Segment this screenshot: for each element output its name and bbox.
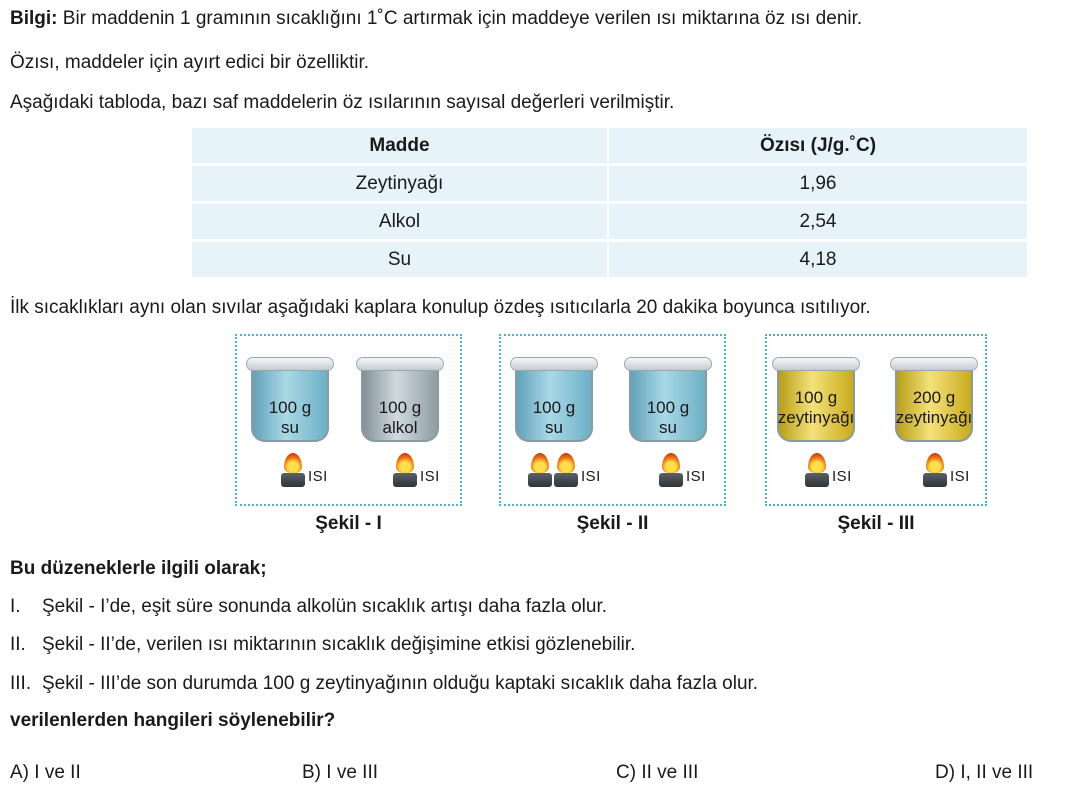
beaker-water-100g: [251, 356, 329, 442]
statement-item: [10, 673, 758, 695]
statement-item: [10, 596, 607, 618]
answer-option-d[interactable]: D) I, II ve III: [935, 762, 1034, 783]
beaker-oil-200g: [895, 356, 973, 442]
figure-1-label: Şekil - I: [315, 513, 382, 534]
figure-2-label: Şekil - II: [576, 513, 649, 534]
heat-label: ISI: [832, 468, 852, 485]
info-line-2: Özısı, maddeler için ayırt edici bir özelliktir.: [10, 52, 370, 73]
statement-number: II.: [10, 634, 26, 655]
table-cell-value: 2,54: [609, 204, 1027, 239]
table-row: [192, 242, 1027, 277]
statement-text: Şekil - III’de son durumda 100 g zeytinyağının olduğu kaptaki sıcaklık daha fazla olur.: [42, 673, 759, 694]
beaker-water-100g: [629, 356, 707, 442]
question-ask: verilenlerden hangileri söylenebilir?: [10, 710, 336, 731]
beaker-mass-label: 100 g: [794, 388, 838, 407]
statement-item: [10, 634, 635, 656]
beaker-substance-label: alkol: [382, 418, 418, 437]
figure-2-frame: [499, 334, 726, 506]
burner-icon: [527, 453, 553, 489]
burner-icon: [392, 453, 418, 489]
burner-icon: [922, 453, 948, 489]
table-row: [192, 166, 1027, 201]
statement-text: Şekil - I’de, eşit süre sonunda alkolün sıcaklık artışı daha fazla olur.: [42, 596, 608, 617]
statement-number: I.: [10, 596, 21, 617]
beaker-alcohol-100g: [361, 356, 439, 442]
answer-option-b[interactable]: B) I ve III: [302, 762, 379, 783]
heat-label: ISI: [950, 468, 970, 485]
burner-icon: [280, 453, 306, 489]
info-bold-label: Bilgi:: [10, 8, 58, 29]
table-row: [192, 204, 1027, 239]
intro-text: İlk sıcaklıkları aynı olan sıvılar aşağıdaki kaplara konulup özdeş ısıtıcılarla 20 dakika boyunca ısıtılıyor.: [10, 297, 871, 318]
beaker-substance-label: zeytinyağı: [895, 408, 973, 427]
beaker-substance-label: su: [545, 418, 563, 437]
answer-option-c[interactable]: C) II ve III: [616, 762, 699, 783]
figure-1-frame: [235, 334, 462, 506]
beaker-mass-label: 100 g: [646, 398, 690, 417]
info-line-1: [10, 8, 862, 30]
beaker-substance-label: su: [281, 418, 299, 437]
heat-label: ISI: [420, 468, 440, 485]
burner-icon: [658, 453, 684, 489]
table-header-specific-heat: Özısı (J/g.˚C): [609, 128, 1027, 163]
beaker-substance-label: zeytinyağı: [777, 408, 855, 427]
figure-3-frame: [765, 334, 987, 506]
table-header-row: [192, 128, 1027, 163]
heat-label: ISI: [686, 468, 706, 485]
specific-heat-table: [190, 125, 1029, 280]
question-lead: Bu düzeneklerle ilgili olarak;: [10, 558, 267, 579]
table-header-substance: Madde: [192, 128, 607, 163]
answer-option-a[interactable]: A) I ve II: [10, 762, 81, 783]
info-line-3: Aşağıdaki tabloda, bazı saf maddelerin öz ısılarının sayısal değerleri verilmiştir.: [10, 92, 675, 113]
beaker-substance-label: su: [659, 418, 677, 437]
statement-number: III.: [10, 673, 32, 694]
figure-3-label: Şekil - III: [837, 513, 915, 534]
table-cell-value: 1,96: [609, 166, 1027, 201]
heat-label: ISI: [581, 468, 601, 485]
beaker-mass-label: 200 g: [912, 388, 956, 407]
table-cell-substance: Zeytinyağı: [192, 166, 607, 201]
statement-text: Şekil - II’de, verilen ısı miktarının sıcaklık değişimine etkisi gözlenebilir.: [42, 634, 636, 655]
table-cell-substance: Su: [192, 242, 607, 277]
burner-icon: [553, 453, 579, 489]
beaker-mass-label: 100 g: [378, 398, 422, 417]
heat-label: ISI: [308, 468, 328, 485]
beaker-mass-label: 100 g: [268, 398, 312, 417]
info-text-1: Bir maddenin 1 gramının sıcaklığını 1˚C artırmak için maddeye verilen ısı miktarına öz ısı denir.: [57, 8, 863, 29]
table-cell-substance: Alkol: [192, 204, 607, 239]
beaker-water-100g: [515, 356, 593, 442]
table-cell-value: 4,18: [609, 242, 1027, 277]
beaker-mass-label: 100 g: [532, 398, 576, 417]
beaker-oil-100g: [777, 356, 855, 442]
burner-icon: [804, 453, 830, 489]
